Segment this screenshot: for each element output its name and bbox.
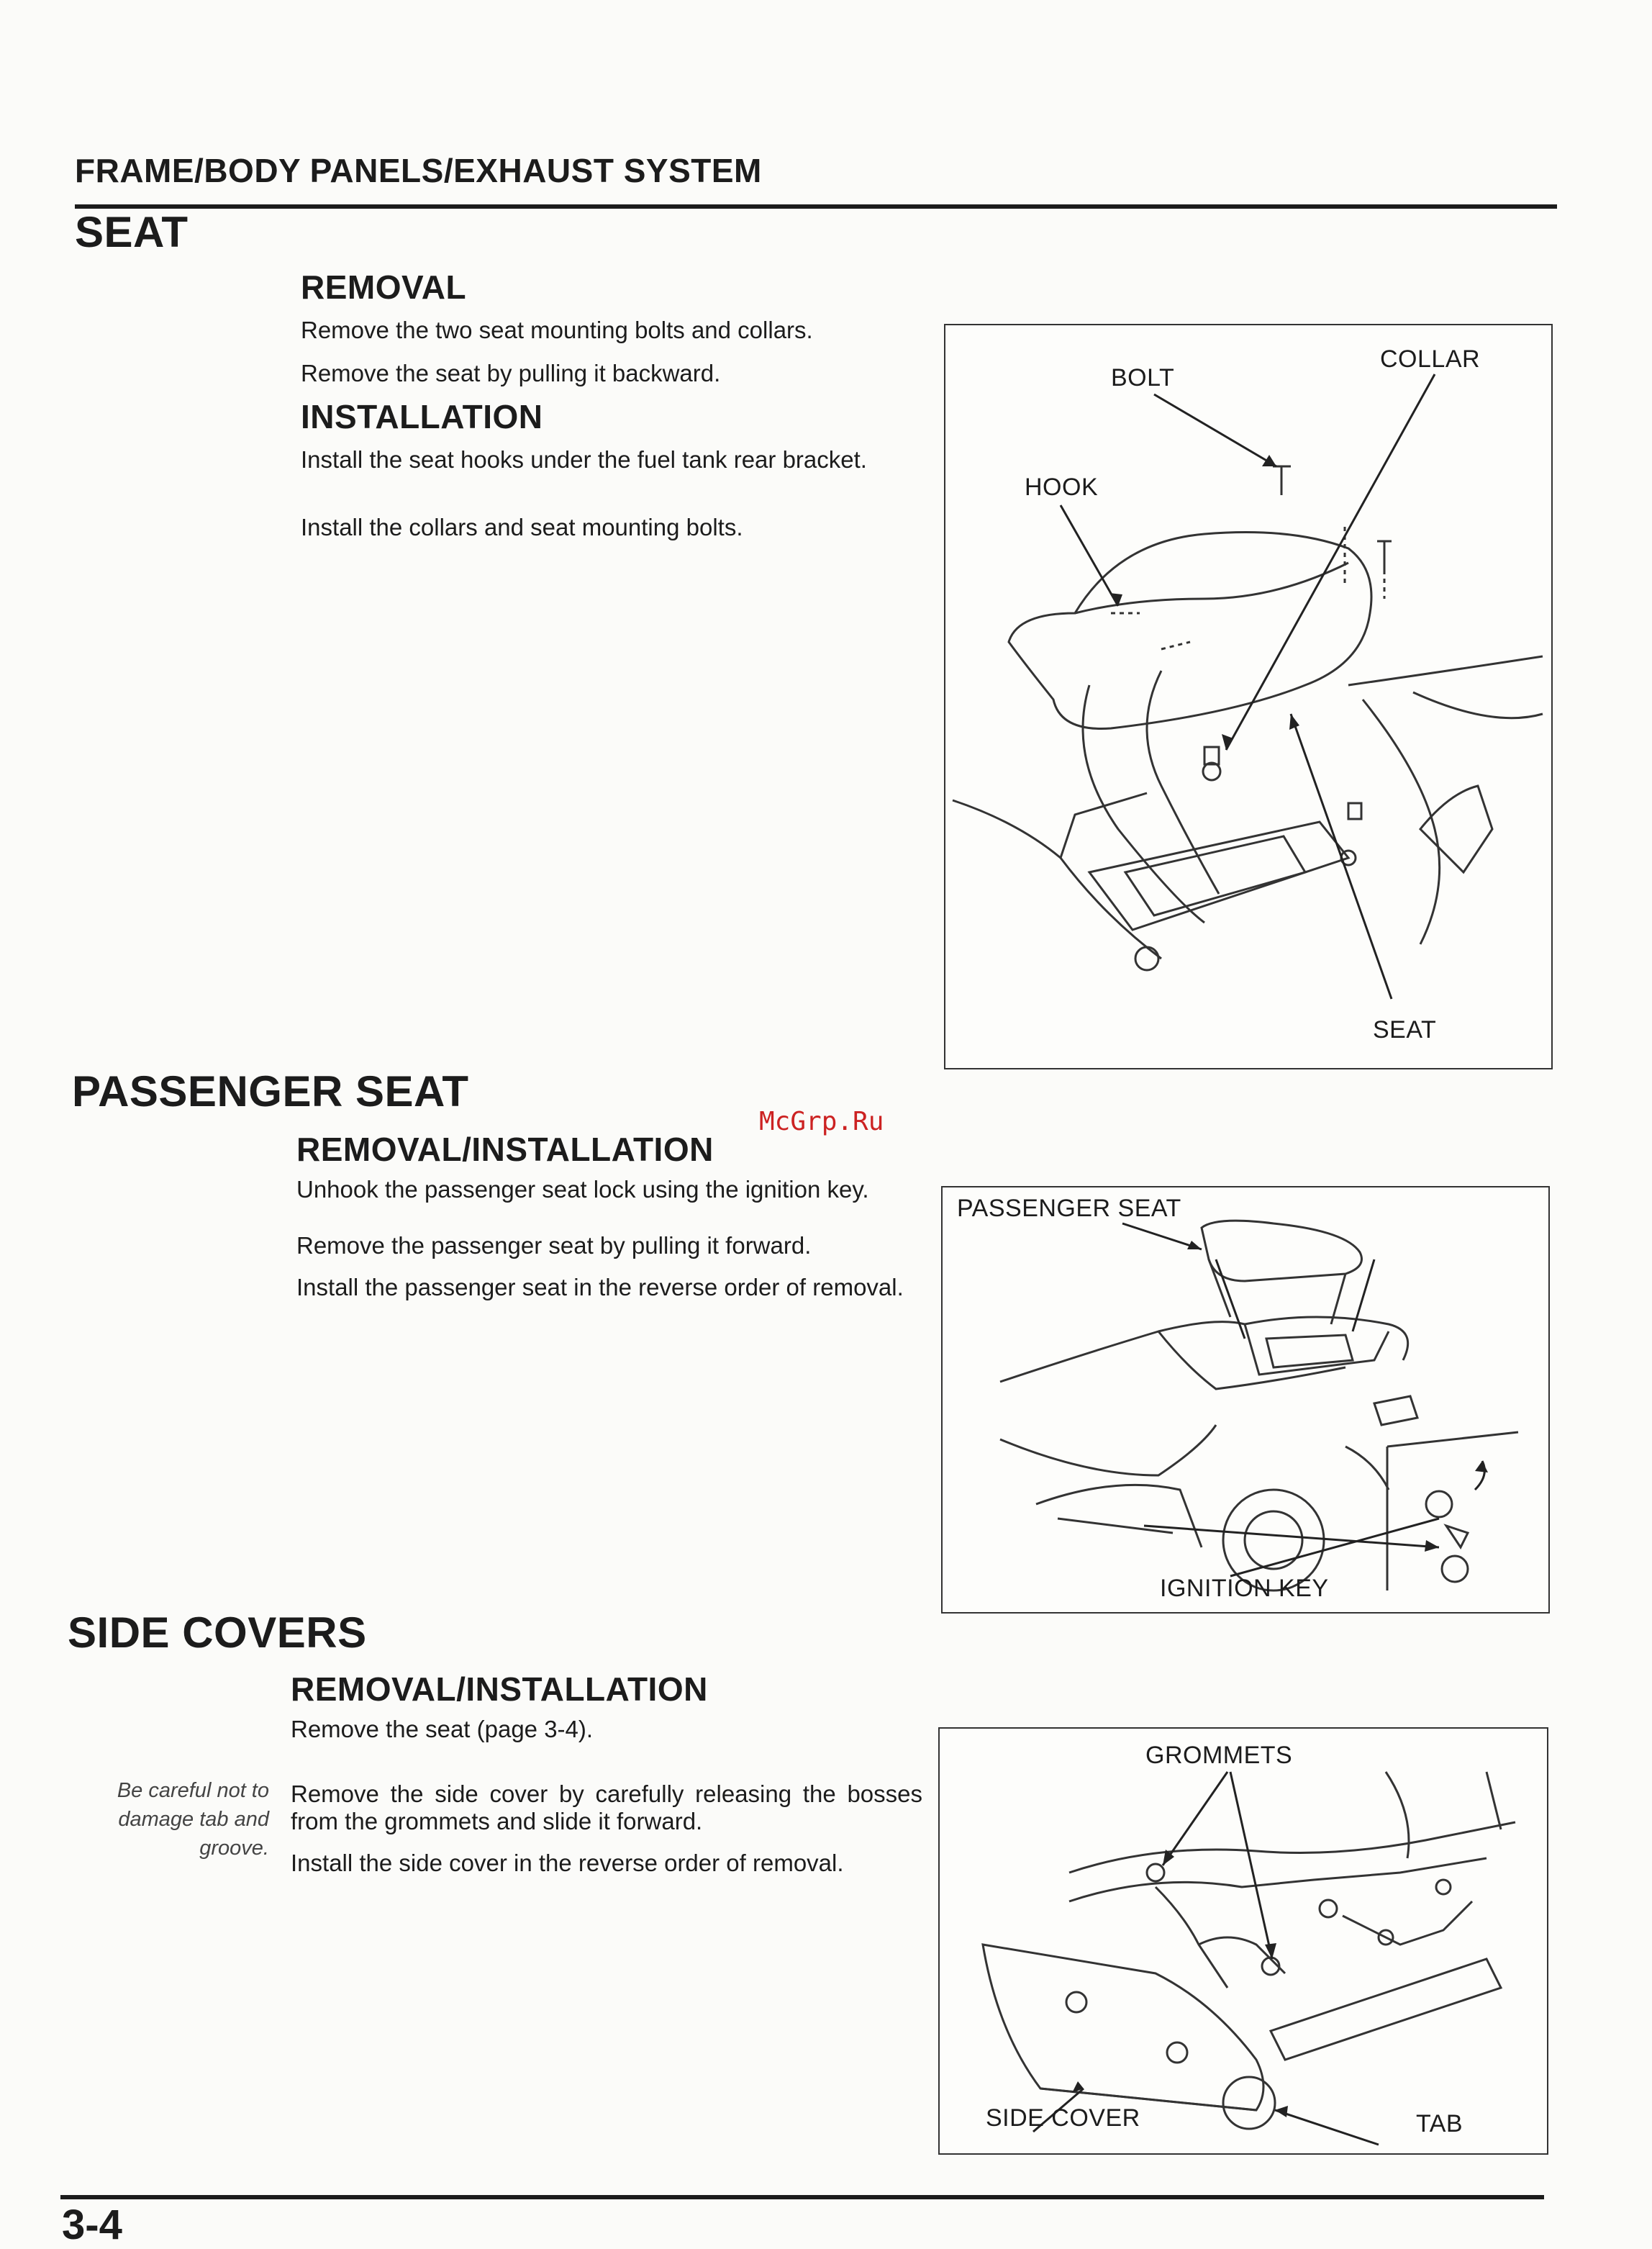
passenger-seat-step-1: Unhook the passenger seat lock using the ignition key.: [296, 1176, 869, 1203]
label-grommets: GROMMETS: [1145, 1742, 1293, 1769]
label-side-cover: SIDE COVER: [986, 2104, 1140, 2132]
side-covers-heading: REMOVAL/INSTALLATION: [291, 1670, 708, 1708]
label-bolt: BOLT: [1111, 364, 1175, 392]
passenger-seat-heading: REMOVAL/INSTALLATION: [296, 1131, 714, 1168]
header-rule: [75, 204, 1557, 209]
seat-removal-step-1: Remove the two seat mounting bolts and collars.: [301, 317, 813, 343]
label-tab: TAB: [1416, 2110, 1463, 2137]
seat-removal-step-2: Remove the seat by pulling it backward.: [301, 360, 721, 386]
label-passenger-seat: PASSENGER SEAT: [957, 1195, 1181, 1222]
section-title-seat: SEAT: [75, 208, 189, 256]
side-covers-caution-note: Be careful not to damage tab and groove.: [117, 1779, 269, 1860]
side-covers-step-2: Remove the side cover by carefully releasing the bosses from the grommets and slide it forward.: [291, 1780, 922, 1834]
side-covers-step-1: Remove the seat (page 3-4).: [291, 1716, 594, 1742]
label-ignition-key: IGNITION KEY: [1160, 1575, 1329, 1602]
label-seat: SEAT: [1373, 1016, 1437, 1044]
passenger-seat-step-2: Remove the passenger seat by pulling it forward.: [296, 1232, 812, 1259]
section-title-passenger-seat: PASSENGER SEAT: [72, 1067, 469, 1116]
seat-figure: [944, 324, 1553, 1069]
label-collar: COLLAR: [1380, 345, 1481, 373]
section-title-side-covers: SIDE COVERS: [68, 1608, 367, 1657]
page-number: 3-4: [62, 2202, 122, 2248]
label-hook: HOOK: [1025, 474, 1099, 501]
seat-installation-step-1: Install the seat hooks under the fuel tank rear bracket.: [301, 446, 867, 473]
footer-rule: [60, 2195, 1544, 2199]
seat-illustration: [945, 325, 1551, 1068]
chapter-title: FRAME/BODY PANELS/EXHAUST SYSTEM: [75, 152, 762, 189]
side-cover-illustration: [940, 1729, 1547, 2153]
passenger-seat-figure: [941, 1186, 1550, 1614]
watermark: McGrp.Ru: [759, 1107, 884, 1136]
seat-installation-heading: INSTALLATION: [301, 398, 543, 435]
seat-removal-heading: REMOVAL: [301, 268, 467, 306]
side-cover-figure: [938, 1727, 1548, 2155]
passenger-seat-step-3: Install the passenger seat in the reverse order of removal.: [296, 1274, 904, 1300]
side-covers-step-3: Install the side cover in the reverse order of removal.: [291, 1850, 844, 1876]
seat-installation-step-2: Install the collars and seat mounting bolts.: [301, 514, 743, 540]
passenger-seat-illustration: [943, 1187, 1548, 1612]
